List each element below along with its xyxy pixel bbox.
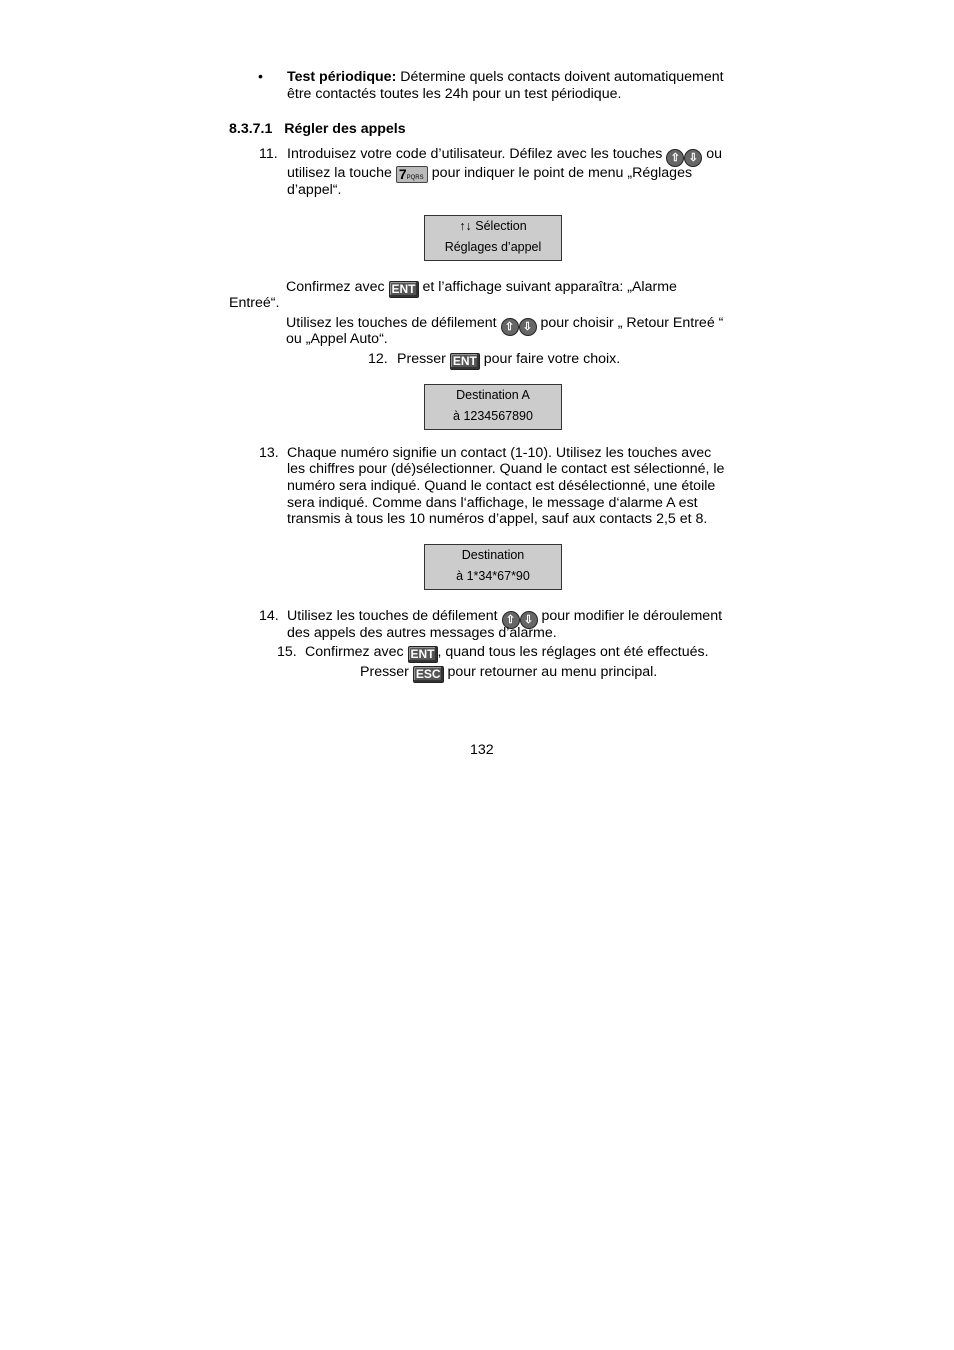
up-arrow-icon: ⇧ [501, 318, 519, 336]
scroll1-line-2: ou „Appel Auto“. [286, 331, 388, 347]
confirm1-text-b: et l’affichage suivant apparaîtra: „Alarme [418, 279, 677, 295]
step15-text-a: Confirmez avec [305, 644, 408, 660]
ent-key-icon: ENT [408, 646, 438, 663]
esc-line [360, 664, 657, 683]
down-arrow-icon: ⇩ [519, 318, 537, 336]
up-arrow-icon: ⇧ [666, 149, 684, 167]
down-arrow-icon: ⇩ [684, 149, 702, 167]
step12-line [397, 351, 620, 370]
lcd-display-destination-a [424, 384, 562, 430]
step14-number: 14. [259, 608, 279, 624]
lcd2-line-2: à 1234567890 [453, 409, 533, 423]
step14-line-2: des appels des autres messages d’alarme. [287, 625, 557, 641]
bullet-line-2: être contactés toutes les 24h pour un test périodique. [287, 86, 622, 102]
step13-number: 13. [259, 445, 279, 461]
key-7-label: 7 [398, 166, 407, 182]
scroll1-text-a: Utilisez les touches de défilement [286, 315, 501, 331]
step13-line-1: Chaque numéro signifie un contact (1-10). Utilisez les touches avec [287, 445, 712, 461]
bullet-text-1: Détermine quels contacts doivent automatiquement [396, 69, 724, 85]
step11-text-1b: ou [702, 146, 723, 162]
step11-line-2 [287, 165, 692, 183]
esc-key-icon: ESC [413, 666, 444, 683]
bullet-symbol: • [258, 69, 263, 85]
step13-line-4: sera indiqué. Comme dans l‘affichage, le message d‘alarme A est [287, 495, 698, 511]
ent-key-icon: ENT [389, 281, 419, 298]
up-arrow-icon: ⇧ [502, 611, 520, 629]
esc-text-a: Presser [360, 664, 413, 680]
confirm1-line [286, 279, 677, 298]
lcd1-line-2: Réglages d’appel [444, 240, 542, 254]
lcd3-line-1: Destination [461, 548, 525, 562]
step12-text-b: pour faire votre choix. [479, 351, 621, 367]
lcd-display-selection [424, 215, 562, 261]
confirm1-line-2: Entreé“. [229, 295, 280, 311]
step11-number: 11. [259, 146, 278, 162]
step13-line-3: numéro sera indiqué. Quand le contact est désélectionné, une étoile [287, 478, 716, 494]
step11-line-3: d’appel“. [287, 182, 342, 198]
step14-text-a: Utilisez les touches de défilement [287, 608, 502, 624]
step14-text-b: pour modifier le déroulement [537, 608, 723, 624]
scroll1-text-b: pour choisir „ Retour Entreé “ [536, 315, 724, 331]
step11-line-1 [287, 146, 722, 167]
step15-number: 15. [277, 644, 297, 660]
confirm1-text-a: Confirmez avec [286, 279, 389, 295]
lcd2-line-1: Destination A [456, 388, 530, 402]
bullet-line-1 [287, 69, 724, 86]
step13-line-2: les chiffres pour (dé)sélectionner. Quand le contact est sélectionné, le [287, 461, 725, 477]
ent-key-icon: ENT [450, 353, 480, 370]
step15-text-b: , quand tous les réglages ont été effectués. [437, 644, 709, 660]
down-arrow-icon: ⇩ [520, 611, 538, 629]
step11-text-2a: utilisez la touche [287, 165, 396, 181]
lcd3-line-2: à 1*34*67*90 [456, 569, 530, 583]
step15-line [305, 644, 709, 663]
page-number: 132 [470, 742, 494, 758]
lcd1-line-1: ↑↓ Sélection [459, 219, 527, 233]
step12-number: 12. [368, 351, 388, 367]
step11-text-1a: Introduisez votre code d’utilisateur. Défilez avec les touches [287, 146, 667, 162]
key-7-icon [396, 166, 428, 183]
step11-text-2b: pour indiquer le point de menu „Réglages [427, 165, 693, 181]
key-7-sub: PQRS [406, 175, 424, 181]
esc-text-b: pour retourner au menu principal. [443, 664, 658, 680]
step13-line-5: transmis à tous les 10 numéros d’appel, sauf aux contacts 2,5 et 8. [287, 511, 708, 527]
step12-text-a: Presser [397, 351, 450, 367]
section-heading: 8.3.7.1 Régler des appels [229, 121, 406, 137]
bullet-term: Test périodique: [287, 69, 397, 85]
lcd-display-destination [424, 544, 562, 590]
